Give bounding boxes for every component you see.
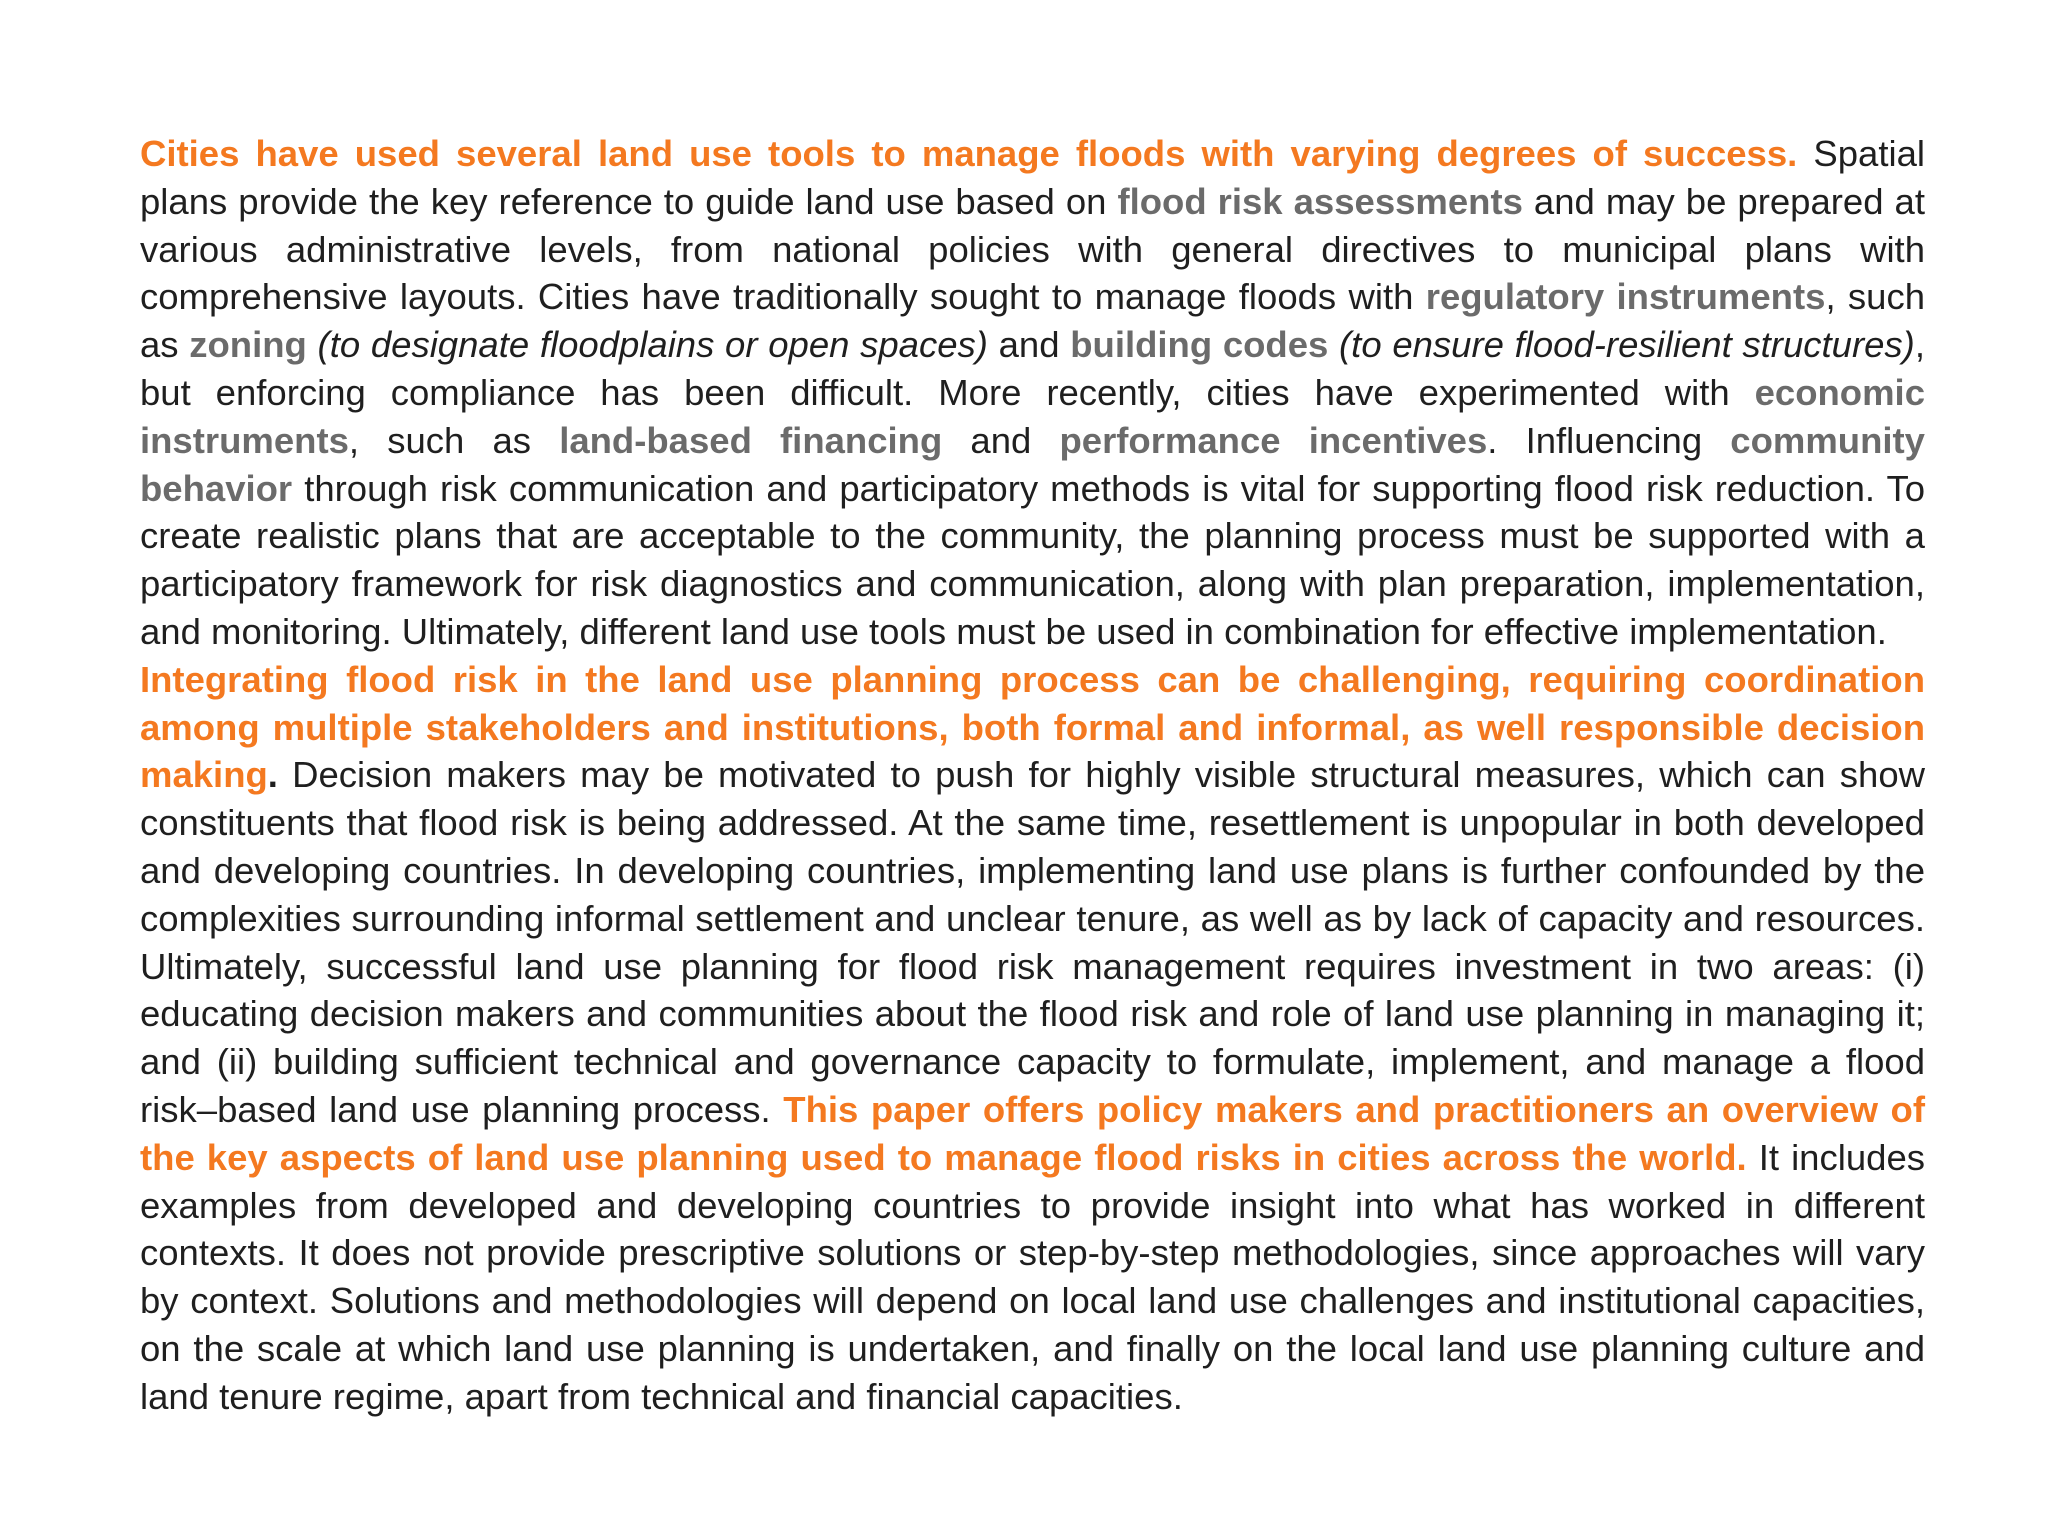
italic-note: (to ensure flood-resilient structures)	[1339, 324, 1915, 366]
highlighted-heading: This paper offers policy makers and practitioners an overview of the key aspects of land use planning used to manage flood risks in cities across the world.	[140, 1088, 1925, 1178]
highlighted-heading: Integrating flood risk in the land use planning process can be challenging, requiring coordination among multiple stakeholders and institutions, both formal and informal, as well responsible decision making	[140, 658, 1925, 796]
keyword-zoning: zoning	[189, 324, 307, 366]
paragraph-land-use-tools	[140, 130, 1925, 656]
highlighted-heading: Cities have used several land use tools to manage floods with varying degrees of success.	[140, 133, 1798, 174]
body-text: , but enforcing compliance has been difficult. More recently, cities have experimented with	[140, 324, 1925, 413]
keyword-community-behavior: community behavior	[140, 419, 1925, 509]
body-text: and	[987, 324, 1071, 366]
keyword-performance-incentives: performance incentives	[1059, 419, 1488, 461]
body-text: through risk communication and participatory methods is vital for supporting flood risk reduction. To create realistic plans that are acceptable to the community, the planning process must be supported with a participatory framework for risk diagnostics and communication, along with plan preparation, implementation, and monitoring. Ultimately, different land use tools must be used in combination for effective implementation.	[140, 467, 1925, 652]
body-text: It includes examples from developed and developing countries to provide insight into what has worked in different contexts. It does not provide prescriptive solutions or step-by-step methodologies, since approaches will vary by context. Solutions and methodologies will depend on local land use challenges and institutional capacities, on the scale at which land use planning is undertaken, and finally on the local land use planning culture and land tenure regime, apart from technical and financial capacities.	[140, 1136, 1925, 1417]
heading-period: .	[267, 754, 278, 796]
body-text	[307, 324, 318, 365]
paragraph-integrating-flood-risk	[140, 656, 1925, 1421]
body-text	[1328, 324, 1339, 365]
keyword-land-based-financing: land-based financing	[559, 419, 943, 461]
body-text: and may be prepared at various administrative levels, from national policies with general directives to municipal plans with comprehensive layouts. Cities have traditionally sought to manage floods with	[140, 180, 1925, 318]
keyword-flood-risk-assessments: flood risk assessments	[1117, 180, 1523, 222]
keyword-economic-instruments: economic instruments	[140, 371, 1925, 461]
body-text: . Influencing	[1487, 419, 1731, 461]
body-text: and	[942, 419, 1060, 461]
italic-note: (to designate floodplains or open spaces)	[317, 324, 988, 366]
document-body	[140, 130, 1925, 1421]
body-text: Decision makers may be motivated to push for highly visible structural measures, which can show constituents that flood risk is being addressed. At the same time, resettlement is unpopular in both developed and developing countries. In developing countries, implementing land use plans is further confounded by the complexities surrounding informal settlement and unclear tenure, as well as by lack of capacity and resources. Ultimately, successful land use planning for flood risk management requires investment in two areas: (i) educating decision makers and communities about the flood risk and role of land use planning in managing it; and (ii) building sufficient technical and governance capacity to formulate, implement, and manage a flood risk–based land use planning process.	[140, 754, 1925, 1130]
keyword-regulatory-instruments: regulatory instruments	[1425, 276, 1826, 318]
body-text: , such as	[140, 276, 1925, 366]
keyword-building-codes: building codes	[1070, 324, 1329, 366]
body-text: Spatial plans provide the key reference to guide land use based on	[140, 133, 1925, 222]
body-text: , such as	[348, 419, 560, 461]
